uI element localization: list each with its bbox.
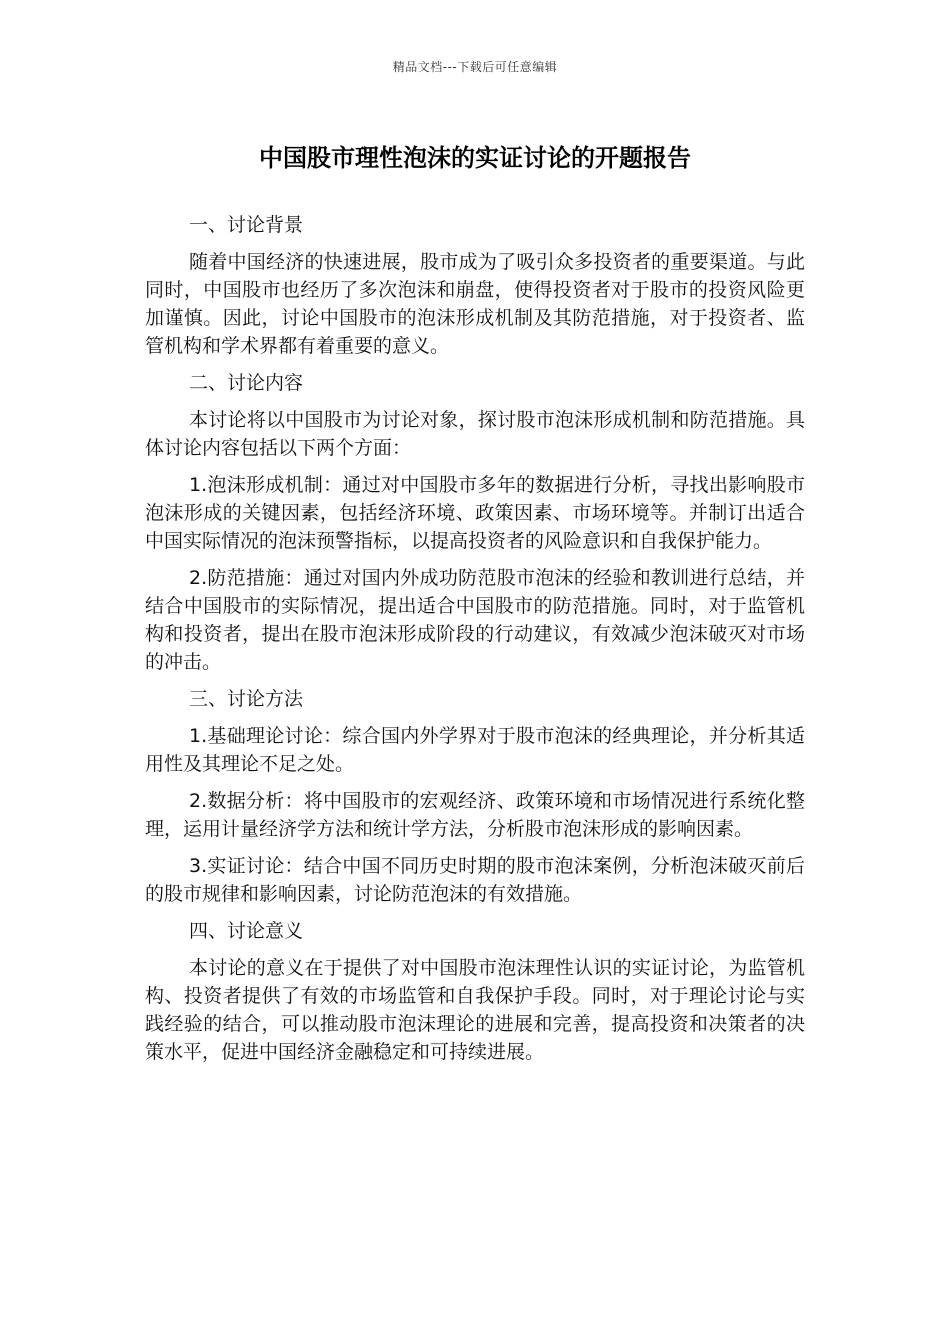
section-background — [145, 211, 805, 360]
paragraph: 1.基础理论讨论：综合国内外学界对于股市泡沫的经典理论，并分析其适用性及其理论不足之处。 — [145, 725, 805, 775]
section-heading: 一、讨论背景 — [189, 214, 304, 236]
document-body — [145, 211, 805, 1075]
section-heading: 二、讨论内容 — [189, 372, 304, 394]
paragraph: 随着中国经济的快速进展，股市成为了吸引众多投资者的重要渠道。与此同时，中国股市也经历了多次泡沫和崩盘，使得投资者对于股市的投资风险更加谨慎。因此，讨论中国股市的泡沫形成机制及其防范措施，对于投资者、监管机构和学术界都有着重要的意义。 — [145, 251, 805, 357]
paragraph: 本讨论的意义在于提供了对中国股市泡沫理性认识的实证讨论，为监管机构、投资者提供了有效的市场监管和自我保护手段。同时，对于理论讨论与实践经验的结合，可以推动股市泡沫理论的进展和完善，提高投资和决策者的决策水平，促进中国经济金融稳定和可持续进展。 — [145, 957, 805, 1063]
section-heading: 三、讨论方法 — [189, 688, 304, 710]
section-content — [145, 369, 805, 676]
document-title: 中国股市理性泡沫的实证讨论的开题报告 — [259, 144, 691, 172]
section-method — [145, 685, 805, 908]
paragraph: 1.泡沫形成机制：通过对中国股市多年的数据进行分析，寻找出影响股市泡沫形成的关键因素，包括经济环境、政策因素、市场环境等。并制订出适合中国实际情况的泡沫预警指标，以提高投资者的风险意识和自我保护能力。 — [145, 474, 805, 552]
paragraph: 2.数据分析：将中国股市的宏观经济、政策环境和市场情况进行系统化整理，运用计量经济学方法和统计学方法，分析股市泡沫形成的影响因素。 — [145, 790, 805, 840]
paragraph: 3.实证讨论：结合中国不同历史时期的股市泡沫案例，分析泡沫破灭前后的股市规律和影响因素，讨论防范泡沫的有效措施。 — [145, 855, 805, 905]
section-significance — [145, 917, 805, 1066]
section-heading: 四、讨论意义 — [189, 920, 304, 942]
paragraph: 本讨论将以中国股市为讨论对象，探讨股市泡沫形成机制和防范措施。具体讨论内容包括以下两个方面： — [145, 409, 805, 459]
paragraph: 2.防范措施：通过对国内外成功防范股市泡沫的经验和教训进行总结，并结合中国股市的实际情况，提出适合中国股市的防范措施。同时，对于监管机构和投资者，提出在股市泡沫形成阶段的行动建议，有效减少泡沫破灭对市场的冲击。 — [145, 567, 805, 673]
page-header-note: 精品文档---下载后可任意编辑 — [392, 60, 558, 74]
